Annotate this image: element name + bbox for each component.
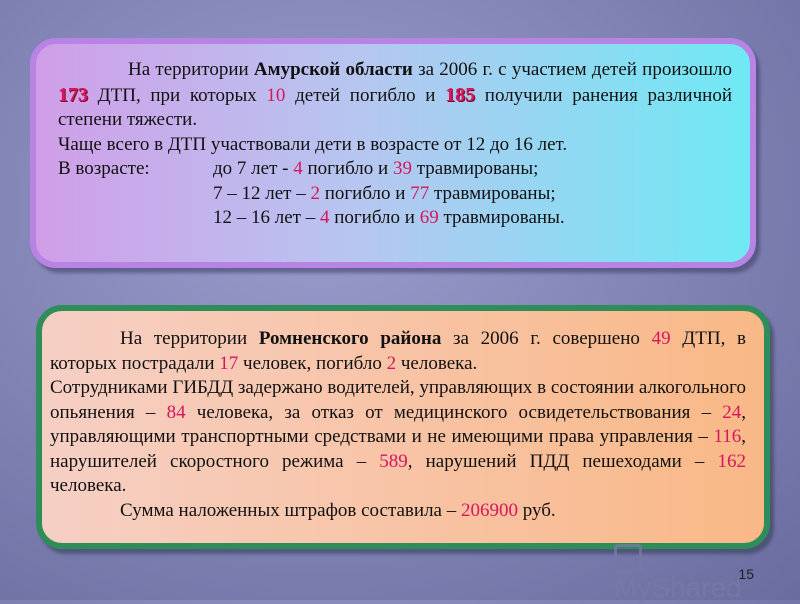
injured-value: 77 [410,182,430,204]
refusal-count: 24 [722,401,742,423]
injured-value: 39 [392,158,412,179]
age-row-text: до 7 лет - 4 погибло и 39 травмированы; [213,158,539,179]
children-killed-count: 10 [266,84,286,106]
amur-region-panel [30,38,756,268]
amur-summary-paragraph [58,58,732,133]
killed-count: 2 [386,352,397,374]
accidents-count: 173 [58,83,88,106]
region-name: Амурской области [253,59,413,80]
age-label: В возрасте: [58,158,150,179]
drunk-drivers-count: 84 [166,401,186,423]
romny-summary-paragraph: На территории Ромненского района за 2006 г. совершено 49 ДТП, в которых пострадали 17 человек, погибло 2 человека. [50,328,746,374]
injured-value: 69 [419,207,439,228]
fines-paragraph: Сумма наложенных штрафов составила – 206900 руб. [120,499,556,521]
romny-district-panel [36,305,770,549]
accidents-count: 49 [651,328,671,349]
violations-paragraph: Сотрудниками ГИБДД задержано водителей, управляющих в состоянии алкогольного опьянения – 84 человека, за отказ от медицинского освидетельствования – 24, управляющими транспортными средствами и не имеющими права управления – 116, нарушителей скоростного режима – 589, нарушений ПДД пешеходами – 162 человека. [50,377,747,496]
page-number: 15 [738,566,754,582]
text: детей погибло и [285,84,446,106]
children-injured-count: 185 [445,83,476,106]
age-row-2: 7 – 12 лет – 2 погибло и 77 травмированы; [213,182,556,204]
killed-value: 4 [319,207,330,228]
unlicensed-count: 116 [713,426,742,447]
killed-value: 4 [293,158,303,179]
age-row-3: 12 – 16 лет – 4 погибло и 69 травмированы. [213,207,565,228]
watermark-text: MyShared [614,572,742,603]
age-row-1 [58,157,732,182]
killed-value: 2 [310,182,320,204]
district-name: Ромненского района [258,328,442,349]
fines-sum: 206900 [460,499,518,521]
text: за 2006 г. с участием детей произошло [412,59,732,80]
logo-icon [614,544,642,572]
text: На территории [128,59,254,80]
pedestrian-violations-count: 162 [717,450,747,472]
injured-count: 17 [219,352,239,374]
age-note: Чаще всего в ДТП участвовали дети в возрасте от 12 до 16 лет. [58,133,568,155]
text: получили ранения различной степени тяжести. [58,84,732,130]
text: ДТП, при которых [88,84,267,106]
speeding-count: 589 [379,450,408,472]
